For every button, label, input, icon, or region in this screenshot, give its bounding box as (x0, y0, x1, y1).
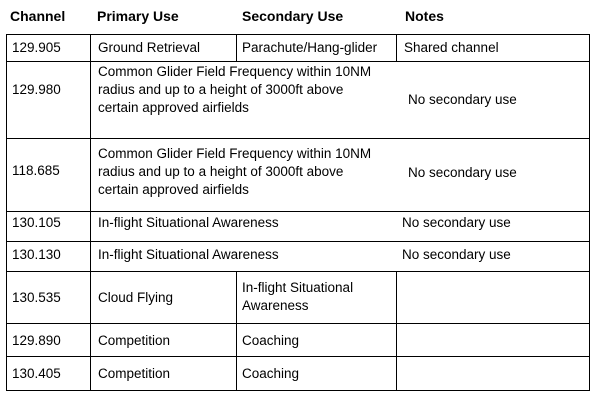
row-divider (6, 34, 590, 35)
row-divider (6, 138, 590, 139)
table-cell-primary-use-line: radius and up to a height of 3000ft above (98, 82, 344, 97)
row-divider (6, 61, 590, 62)
table-cell-primary-use-line: certain approved airfields (98, 182, 249, 197)
table-cell-primary-use-line: radius and up to a height of 3000ft above (98, 164, 344, 179)
table-cell-notes: No secondary use (402, 215, 511, 230)
column-divider (236, 271, 237, 390)
table-cell-channel: 118.685 (12, 163, 60, 178)
table-cell-primary-use: Competition (98, 366, 171, 381)
table-cell-secondary-use: Coaching (242, 333, 300, 348)
table-cell-notes: No secondary use (402, 247, 511, 262)
table-cell-notes: No secondary use (408, 92, 517, 107)
table-cell-channel: 130.535 (12, 290, 61, 305)
row-divider (6, 241, 590, 242)
row-divider (6, 271, 590, 272)
table-cell-primary-use: In-flight Situational Awareness (98, 247, 279, 262)
table-header (0, 0, 600, 34)
table-cell-primary-use: In-flight Situational Awareness (98, 215, 279, 230)
table-cell-notes: Shared channel (404, 40, 499, 55)
row-divider (6, 390, 590, 391)
column-divider (589, 34, 590, 390)
table-cell-channel: 129.905 (12, 40, 61, 55)
header-channel: Channel (10, 8, 66, 24)
header-primary-use: Primary Use (97, 8, 179, 24)
table-cell-primary-use: Cloud Flying (98, 290, 174, 305)
table-cell-channel: 130.405 (12, 366, 61, 381)
table-cell-secondary-use: Parachute/Hang-glider (242, 40, 378, 55)
table-cell-primary-use-line: certain approved airfields (98, 100, 249, 115)
column-divider (396, 271, 397, 390)
header-secondary-use: Secondary Use (242, 8, 344, 24)
column-divider (90, 34, 91, 390)
table-cell-channel: 129.890 (12, 333, 61, 348)
table-cell-notes: No secondary use (408, 165, 517, 180)
table-cell-secondary-use-line: Awareness (242, 298, 309, 313)
column-divider (236, 34, 237, 61)
table-cell-primary-use: Ground Retrieval (98, 40, 201, 55)
table-cell-channel: 129.980 (12, 82, 61, 97)
table-cell-channel: 130.130 (12, 247, 61, 262)
table-cell-primary-use: Competition (98, 333, 171, 348)
column-divider (396, 34, 397, 61)
row-divider (6, 356, 590, 357)
table-cell-secondary-use-line: In-flight Situational (242, 280, 354, 295)
row-divider (6, 323, 590, 324)
table-cell-primary-use-line: Common Glider Field Frequency within 10NM (98, 64, 372, 79)
table-cell-channel: 130.105 (12, 215, 61, 230)
column-divider (6, 34, 7, 390)
table-cell-secondary-use: Coaching (242, 366, 300, 381)
header-notes: Notes (405, 8, 444, 24)
row-divider (6, 211, 590, 212)
table-cell-primary-use-line: Common Glider Field Frequency within 10NM (98, 146, 372, 161)
